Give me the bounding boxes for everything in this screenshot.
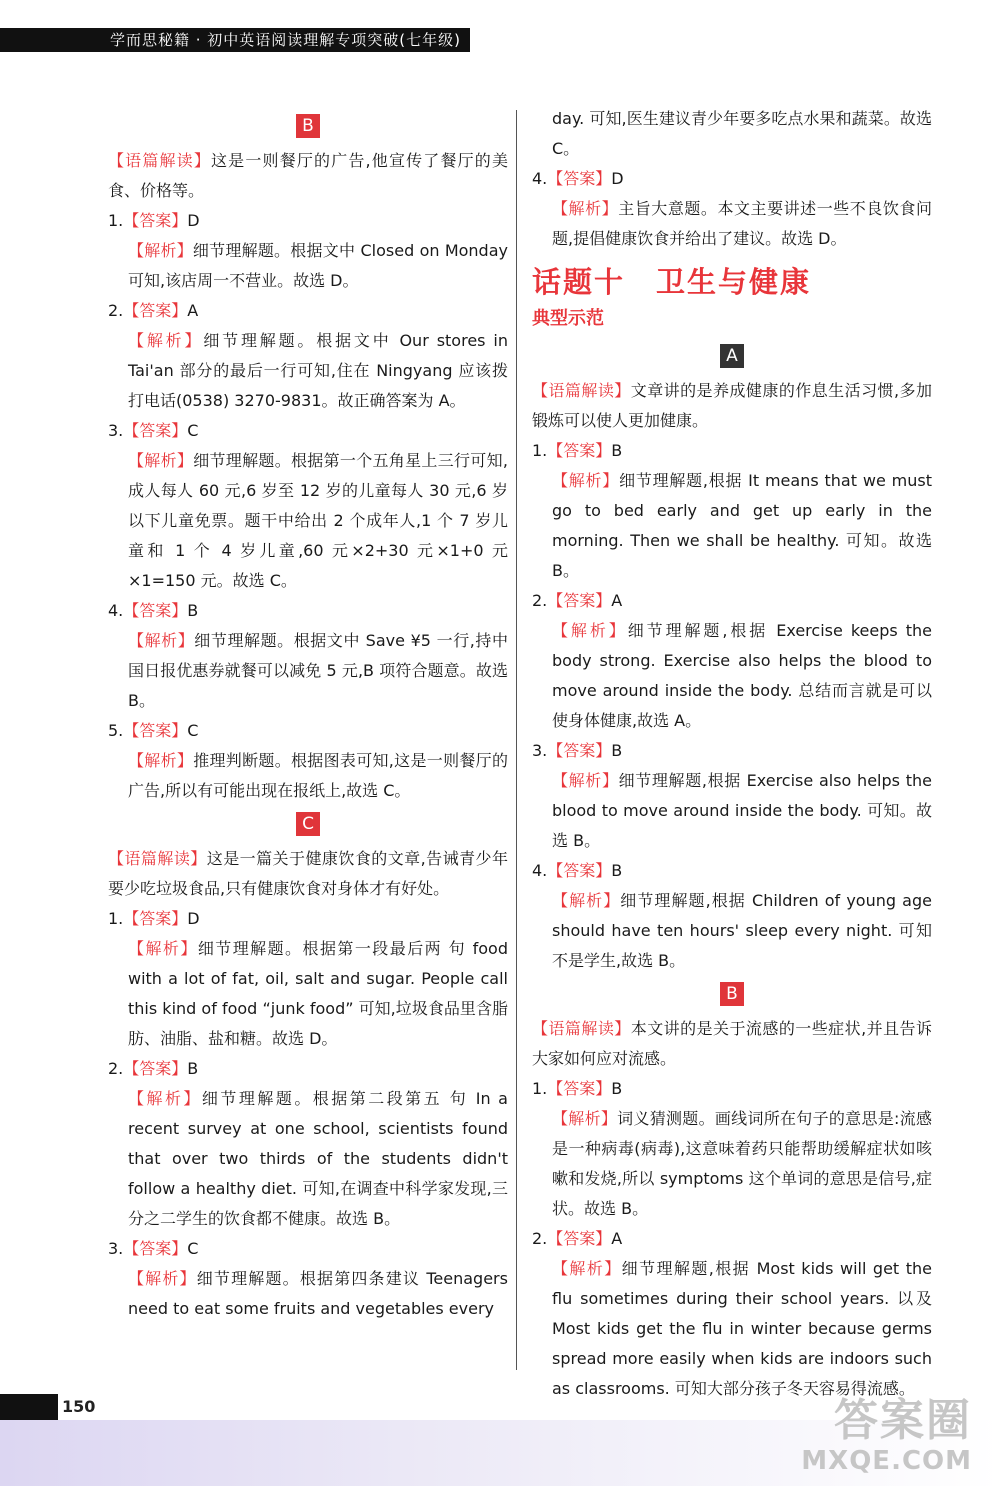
answer-line [108,1234,508,1264]
explanation-text: 细节理解题,根据 Exercise keeps the body strong. Exercise also helps the blood to move around inside the body. 总结而言就是可以使身体健康,故选 A。 [552,621,932,730]
answer-value: C [187,421,199,440]
answer-value: A [611,1229,623,1248]
answer-tag: 【答案】 [547,861,612,880]
passage-intro [108,844,508,904]
explanation-text: 细节理解题,根据 Exercise also helps the blood to move around inside the body. 可知。故选 B。 [552,771,932,850]
item-number: 1. [532,1079,548,1098]
item-number: 3. [532,741,548,760]
explanation-tag: 【解析】 [128,1269,197,1288]
intro-tag: 【语篇解读】 [108,849,207,868]
watermark-logo [801,1396,972,1476]
answer-value: B [611,741,623,760]
answer-value: B [187,601,199,620]
answer-line [532,1074,932,1104]
explanation-text: 细节理解题。根据文中 Closed on Monday 可知,该店周一不营业。故选 D。 [128,241,508,290]
intro-tag: 【语篇解读】 [532,381,631,400]
explanation-tag: 【解析】 [552,771,619,790]
answer-value: D [611,169,624,188]
explanation [108,746,508,806]
explanation-text: 细节理解题,根据 Most kids will get the flu sometimes during their school years. 以及 Most kids get the flu in winter because germs spread more easily when kids are indoors such as classrooms. 可知大部分孩子冬天容易得流感。 [552,1259,932,1398]
section-b-heading [532,976,932,1014]
answer-tag: 【答案】 [123,211,188,230]
explanation-tag: 【解析】 [128,751,194,770]
column-divider [516,110,517,1370]
answer-value: B [611,441,623,460]
intro-text: 这是一篇关于健康饮食的文章,告诫青少年要少吃垃圾食品,只有健康饮食对身体才有好处。 [108,849,508,898]
answer-line [108,296,508,326]
answer-tag: 【答案】 [547,169,612,188]
watermark-line1: 答案圈 [834,1395,972,1446]
answer-line [108,596,508,626]
answer-value: A [611,591,623,610]
explanation-text: 细节理解题。根据文中 Our stores in Tai'an 部分的最后一行可知,住在 Ningyang 应该拨打电话(0538) 3270-9831。故正确答案为 A。 [128,331,508,410]
item-number: 2. [108,301,124,320]
explanation-tag: 【解析】 [552,891,621,910]
answer-value: D [187,211,200,230]
section-label: B [296,114,320,138]
item-number: 3. [108,421,124,440]
explanation [108,1084,508,1234]
explanation [108,934,508,1054]
explanation-text: 主旨大意题。本文主要讲述一些不良饮食问题,提倡健康饮食并给出了建议。故选 D。 [552,199,932,248]
intro-text: 文章讲的是养成健康的作息生活习惯,多加锻炼可以使人更加健康。 [532,381,932,430]
explanation-text: 细节理解题。根据第四条建议 Teenagers need to eat some fruits and vegetables every [128,1269,508,1318]
intro-text: 本文讲的是关于流感的一些症状,并且告诉大家如何应对流感。 [532,1019,932,1068]
explanation [108,236,508,296]
intro-tag: 【语篇解读】 [108,151,212,170]
explanation [108,1264,508,1324]
answer-tag: 【答案】 [547,591,612,610]
section-label: A [720,344,744,368]
answer-tag: 【答案】 [547,441,612,460]
item-number: 2. [532,1229,548,1248]
passage-intro [532,376,932,436]
explanation-tag: 【解析】 [128,939,198,958]
item-number: 1. [532,441,548,460]
explanation [532,886,932,976]
answer-line [532,736,932,766]
passage-intro [108,146,508,206]
item-number: 2. [532,591,548,610]
right-column [532,104,932,1404]
watermark-line2: MXQE.COM [801,1446,972,1476]
answer-tag: 【答案】 [547,741,612,760]
answer-line [532,586,932,616]
explanation-tag: 【解析】 [552,471,620,490]
section-c-heading [108,806,508,844]
explanation-tag: 【解析】 [128,331,204,350]
explanation-text: 细节理解题。根据文中 Save ¥5 一行,持中国日报优惠券就餐可以减免 5 元,B 项符合题意。故选 B。 [128,631,508,710]
answer-value: C [187,1239,199,1258]
answer-value: B [611,1079,623,1098]
answer-line [532,436,932,466]
explanation-tag: 【解析】 [128,631,195,650]
answer-value: B [187,1059,199,1078]
answer-tag: 【答案】 [547,1229,612,1248]
answer-value: D [187,909,200,928]
explanation-text: 细节理解题,根据 Children of young age should have ten hours' sleep every night. 可知不是学生,故选 B。 [552,891,932,970]
answer-tag: 【答案】 [123,421,188,440]
topic-title: 话题十 卫生与健康 [532,265,812,299]
explanation-tag: 【解析】 [552,199,619,218]
answer-line [108,904,508,934]
explanation-tag: 【解析】 [552,1259,622,1278]
section-b-heading [108,108,508,146]
item-number: 4. [532,169,548,188]
explanation-text: 细节理解题。根据第一个五角星上三行可知,成人每人 60 元,6 岁至 12 岁的儿童每人 30 元,6 岁以下儿童免票。题干中给出 2 个成年人,1 个 7 岁儿童和 1 个 4 岁儿童,60 元×2+30 元×1+0 元×1=150 元。故选 C。 [128,451,508,590]
explanation [532,466,932,586]
answer-line [108,1054,508,1084]
answer-tag: 【答案】 [123,721,188,740]
explanation-tag: 【解析】 [552,1109,618,1128]
item-number: 2. [108,1059,124,1078]
answer-tag: 【答案】 [123,909,188,928]
header-bar [0,28,470,52]
explanation-text: 词义猜测题。画线词所在句子的意思是:流感是一种病毒(病毒),这意味着药只能帮助缓解症状如咳嗽和发烧,所以 symptoms 这个单词的意思是信号,症状。故选 B。 [552,1109,932,1218]
intro-text: 这是一则餐厅的广告,他宣传了餐厅的美食、价格等。 [108,151,508,200]
explanation-continuation: day. 可知,医生建议青少年要多吃点水果和蔬菜。故选 C。 [552,109,932,158]
left-column [108,108,508,1324]
explanation [108,446,508,596]
explanation [108,626,508,716]
answer-line [532,1224,932,1254]
explanation-text: 细节理解题。根据第二段第五 句 In a recent survey at one school, scientists found that over two thirds of the students didn't follow a healthy diet. 可知,在调查中科学家发现,三分之二学生的饮食都不健康。故选 B。 [128,1089,508,1228]
explanation-tag: 【解析】 [128,451,194,470]
explanation [532,1254,932,1404]
passage-intro [532,1014,932,1074]
page-number-bar [0,1394,58,1420]
answer-tag: 【答案】 [123,301,188,320]
explanation-text: 细节理解题,根据 It means that we must go to bed early and get up early in the morning. Then we shall be healthy. 可知。故选 B。 [552,471,932,580]
item-number: 1. [108,211,124,230]
subheading: 典型示范 [532,308,604,329]
answer-line [108,206,508,236]
answer-tag: 【答案】 [123,1059,188,1078]
item-number: 4. [108,601,124,620]
page-number: 150 [62,1397,96,1416]
explanation [532,766,932,856]
item-number: 1. [108,909,124,928]
explanation [532,616,932,736]
intro-tag: 【语篇解读】 [532,1019,631,1038]
explanation-text: 细节理解题。根据第一段最后两 句 food with a lot of fat, oil, salt and sugar. People call this kind of food “junk food” 可知,垃圾食品里含脂肪、油脂、盐和糖。故选 D。 [128,939,508,1048]
item-number: 3. [108,1239,124,1258]
explanation [108,326,508,416]
answer-value: A [187,301,199,320]
answer-line [532,856,932,886]
answer-value: B [611,861,623,880]
answer-tag: 【答案】 [123,1239,188,1258]
explanation [532,1104,932,1224]
answer-line [108,716,508,746]
item-number: 5. [108,721,124,740]
answer-line [532,164,932,194]
section-a-heading [532,338,932,376]
explanation-tag: 【解析】 [128,1089,202,1108]
section-label: B [720,982,744,1006]
answer-line [108,416,508,446]
explanation-text: 推理判断题。根据图表可知,这是一则餐厅的广告,所以有可能出现在报纸上,故选 C。 [128,751,508,800]
explanation-tag: 【解析】 [128,241,193,260]
explanation-tag: 【解析】 [552,621,628,640]
item-number: 4. [532,861,548,880]
header-title: 学而思秘籍 · 初中英语阅读理解专项突破(七年级) [110,31,462,49]
section-label: C [296,812,320,836]
explanation [532,194,932,254]
answer-tag: 【答案】 [547,1079,612,1098]
answer-tag: 【答案】 [123,601,188,620]
answer-value: C [187,721,199,740]
